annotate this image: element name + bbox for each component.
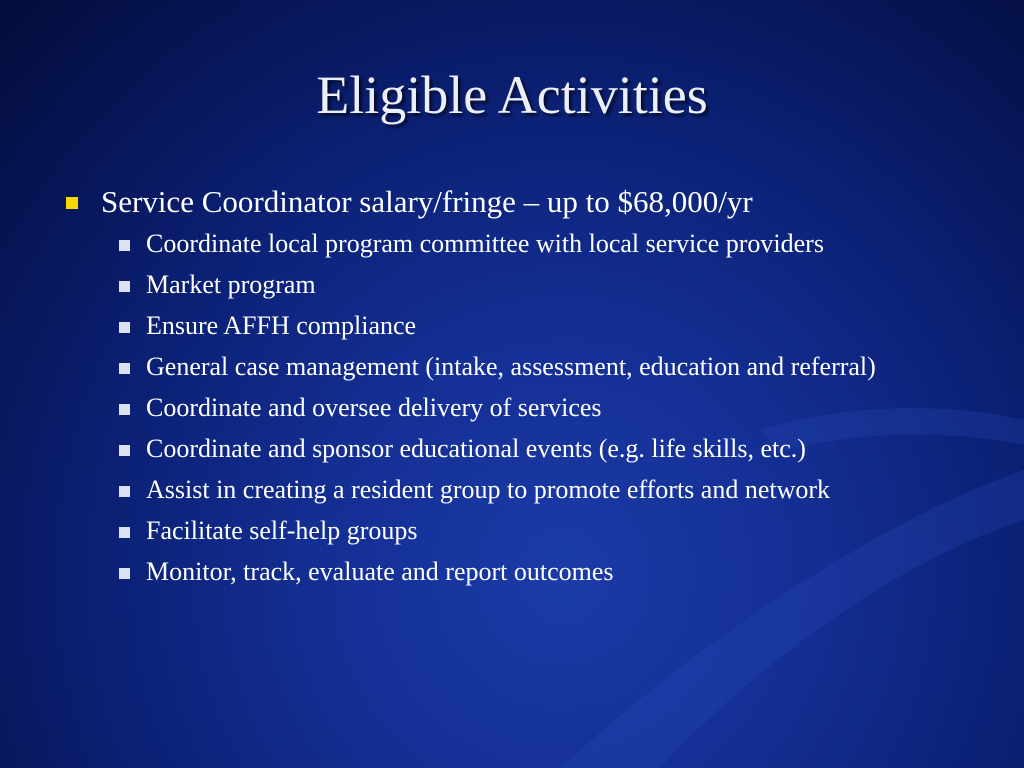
sub-bullet-item <box>62 269 982 301</box>
square-bullet-icon <box>66 197 78 209</box>
sub-bullet-text: Ensure AFFH compliance <box>146 311 417 340</box>
square-bullet-icon <box>119 404 130 415</box>
sub-bullet-list <box>62 228 982 588</box>
sub-bullet-text: Assist in creating a resident group to promote efforts and network <box>146 475 831 504</box>
sub-bullet-item <box>62 433 982 465</box>
square-bullet-icon <box>119 527 130 538</box>
main-bullet-item <box>62 180 982 224</box>
square-bullet-icon <box>119 322 130 333</box>
square-bullet-icon <box>119 281 130 292</box>
sub-bullet-text: General case management (intake, assessment, education and referral) <box>146 352 876 381</box>
sub-bullet-item <box>62 392 982 424</box>
sub-bullet-text: Coordinate and oversee delivery of services <box>146 393 602 422</box>
sub-bullet-item <box>62 310 982 342</box>
slide-title: Eligible Activities <box>316 65 708 125</box>
sub-bullet-text: Monitor, track, evaluate and report outcomes <box>146 557 614 586</box>
sub-bullet-text: Coordinate local program committee with local service providers <box>146 229 824 258</box>
square-bullet-icon <box>119 486 130 497</box>
square-bullet-icon <box>119 445 130 456</box>
sub-bullet-item <box>62 351 982 383</box>
sub-bullet-item <box>62 474 982 506</box>
sub-bullet-text: Facilitate self-help groups <box>146 516 418 545</box>
square-bullet-icon <box>119 240 130 251</box>
sub-bullet-text: Market program <box>146 270 316 299</box>
square-bullet-icon <box>119 568 130 579</box>
main-bullet-text: Service Coordinator salary/fringe – up to $68,000/yr <box>101 184 753 219</box>
sub-bullet-item <box>62 228 982 260</box>
sub-bullet-text: Coordinate and sponsor educational events (e.g. life skills, etc.) <box>146 434 806 463</box>
square-bullet-icon <box>119 363 130 374</box>
slide-content <box>62 180 982 597</box>
sub-bullet-item <box>62 515 982 547</box>
sub-bullet-item <box>62 556 982 588</box>
